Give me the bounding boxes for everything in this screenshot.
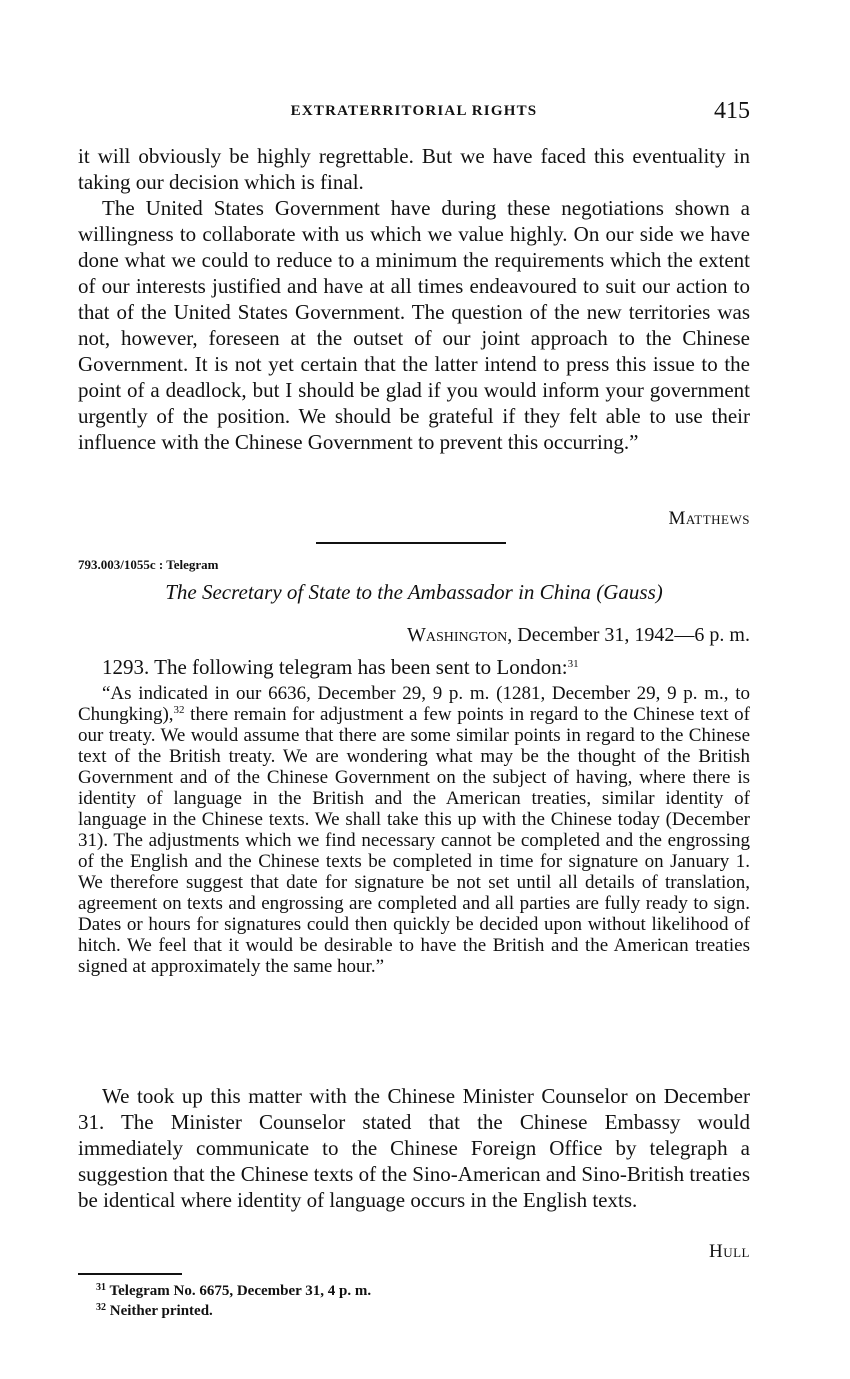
intro-text: [78, 143, 750, 455]
dateline: [407, 624, 750, 647]
running-title: EXTRATERRITORIAL RIGHTS: [290, 103, 538, 119]
footnotes: [96, 1281, 371, 1321]
footnote-ref-31: 31: [567, 658, 579, 670]
dateline-place: Washington,: [406, 624, 513, 646]
closing-text: [78, 1083, 750, 1213]
signature-matthews: Matthews: [668, 508, 750, 529]
page-number: 415: [714, 98, 750, 124]
quoted-telegram: [78, 683, 750, 977]
document-title: The Secretary of State to the Ambassador in China (Gauss): [165, 580, 663, 604]
closing-paragraph: We took up this matter with the Chinese Minister Counselor on December 31. The Minister Counselor stated that the Chinese Embassy would immediately communicate to the Chinese Foreign Office by telegraph a suggestion that the Chinese texts of the Sino-American and Sino-British treaties be identical where identity of language occurs in the English texts.: [78, 1084, 750, 1212]
file-reference: 793.003/1055c : Telegram: [78, 557, 219, 572]
opening-text: 1293. The following telegram has been sent to London:: [102, 655, 568, 679]
footnote-ref-32: 32: [173, 704, 185, 716]
intro-paragraph-2: The United States Government have during these negotiations shown a willingness to collaborate with us which we value highly. On our side we have done what we could to reduce to a minimum the requirements which the extent of our interests justified and have at all times endeavoured to suit our action to that of the United States Government. The question of the new territories was not, however, foreseen at the outset of our joint approach to the Chinese Government. It is not yet certain that the latter intend to press this issue to the point of a deadlock, but I should be glad if you would inform your government urgently of the position. We should be grateful if they felt able to use their influence with the Chinese Government to prevent this occurring.”: [78, 196, 750, 454]
quote-text-part-1: “As indicated in our 6636, December 29, 9 p. m. (1281, December 29, 9 p. m., to Chungking),: [78, 683, 750, 725]
quote-text-part-2: there remain for adjustment a few points in regard to the Chinese text of our treaty. We would assume that there are some similar points in regard to the Chinese text of the British treaty. We are wondering what may be the thought of the British Government and of the Chinese Government on the subject of having, where there is identity of language in the British and the American treaties, similar identity of language in the Chinese texts. We shall take this up with the Chinese today (December 31). The adjustments which we find necessary cannot be completed and the engrossing of the English and the Chinese texts be completed in time for signature on January 1. We therefore suggest that date for signature be not set until all details of translation, agreement on texts and engrossing are completed and all parties are fully ready to sign. Dates or hours for signatures could then quickly be decided upon without likelihood of hitch. We feel that it would be desirable to have the British and the American treaties signed at approximately the same hour.”: [78, 704, 750, 977]
running-head: [78, 100, 750, 128]
section-divider: [316, 542, 506, 544]
footnote-32: $^{32}$ Neither printed.: [96, 1302, 213, 1319]
telegram-opening: [78, 654, 750, 680]
footnote-31: $^{31}$ Telegram No. 6675, December 31, 4 p. m.: [96, 1282, 372, 1299]
footnote-divider: [78, 1273, 182, 1275]
signature-hull: Hull: [709, 1241, 750, 1262]
intro-paragraph-1: it will obviously be highly regrettable. But we have faced this eventuality in taking our decision which is final.: [78, 144, 750, 194]
dateline-date: December 31, 1942—6 p. m.: [512, 624, 750, 646]
